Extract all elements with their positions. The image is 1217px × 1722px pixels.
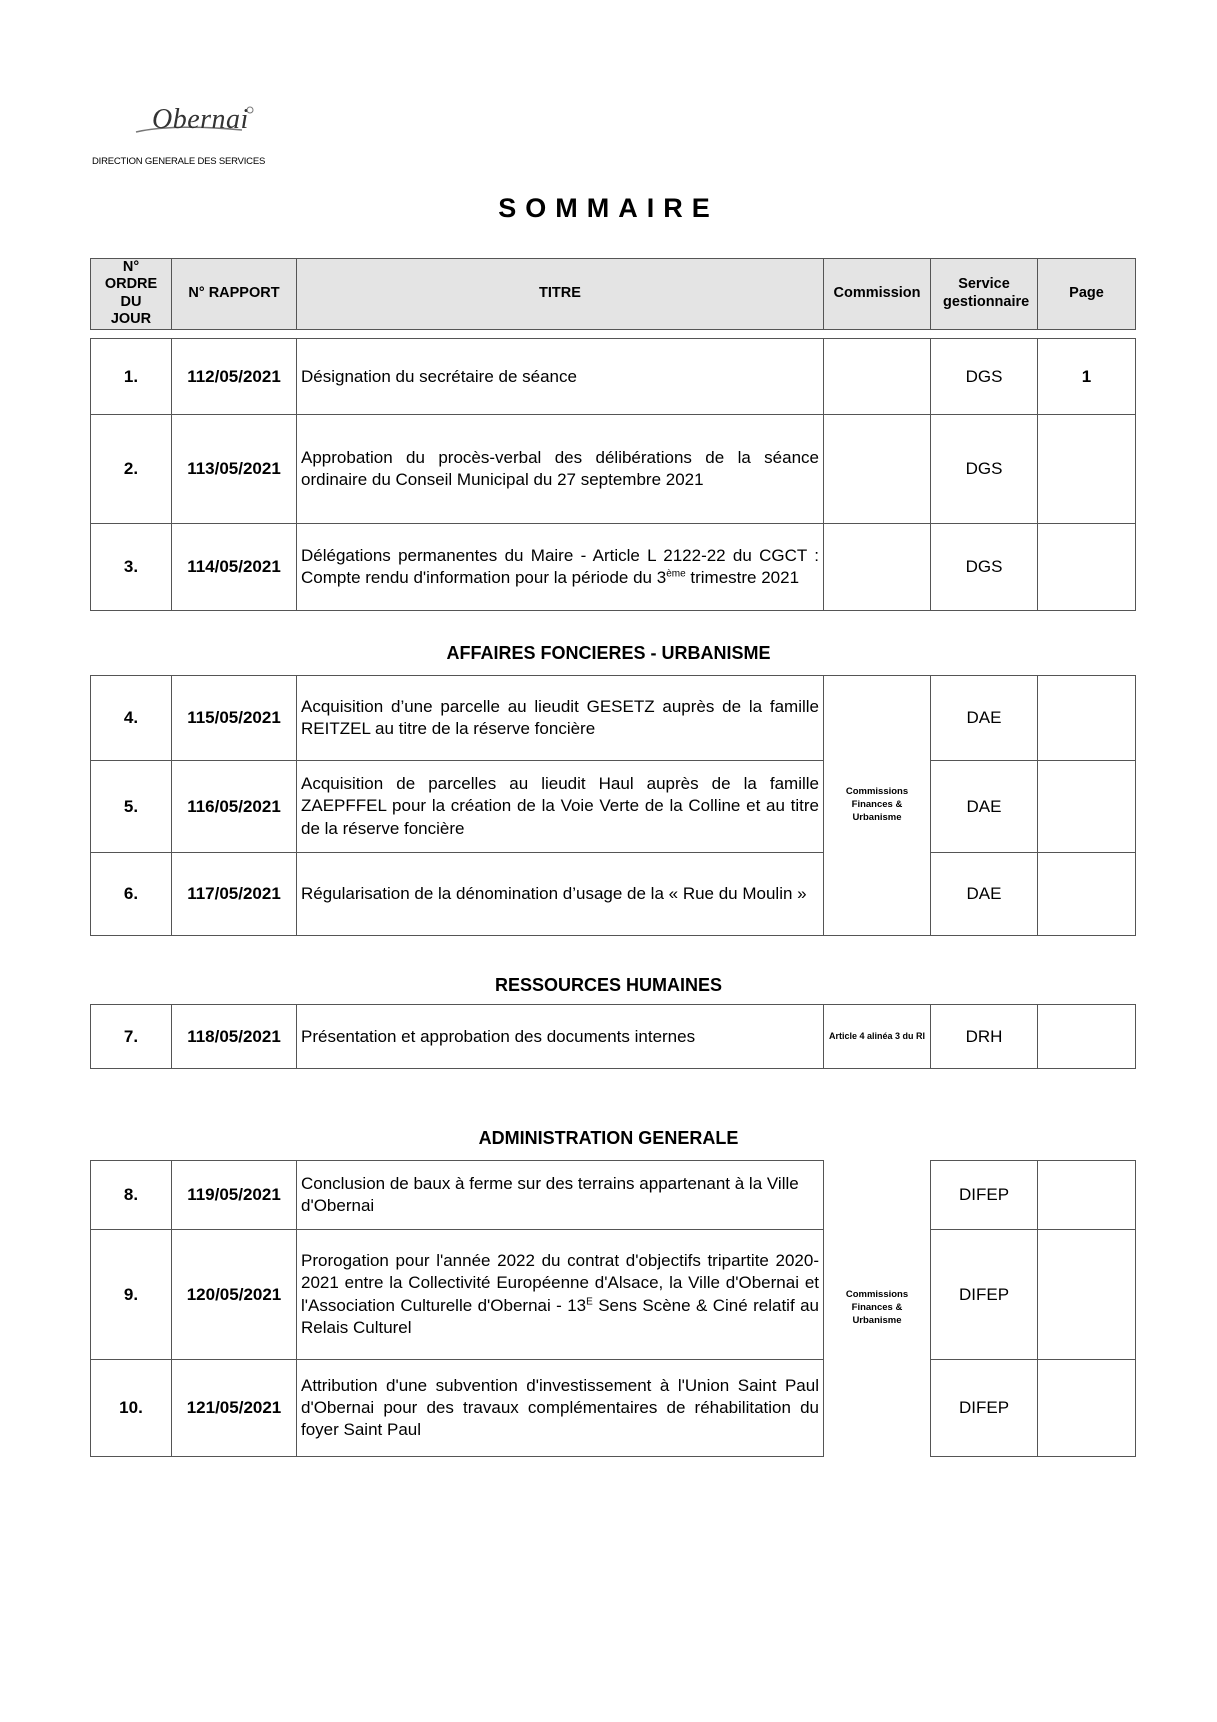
row-page	[1038, 1360, 1136, 1457]
row-page	[1038, 676, 1136, 761]
table-row	[91, 524, 1136, 611]
row-titre: Approbation du procès-verbal des délibérations de la séance ordinaire du Conseil Municipal du 27 septembre 2021	[297, 415, 824, 524]
row-ordre: 1.	[91, 339, 172, 415]
row-page	[1038, 415, 1136, 524]
table-row	[91, 1360, 1136, 1457]
table-row	[91, 1161, 1136, 1230]
row-ordre: 2.	[91, 415, 172, 524]
row-ordre: 8.	[91, 1161, 172, 1230]
section-heading-administration: ADMINISTRATION GENERALE	[478, 1128, 739, 1148]
row-service: DGS	[931, 415, 1038, 524]
col-ordre: N° ORDRE DU JOUR	[91, 259, 172, 330]
table-row	[91, 853, 1136, 936]
row-rapport: 119/05/2021	[172, 1161, 297, 1230]
row-service: DAE	[931, 853, 1038, 936]
row-page	[1038, 1005, 1136, 1069]
row-ordre: 10.	[91, 1360, 172, 1457]
section-heading-foncieres: AFFAIRES FONCIERES - URBANISME	[446, 643, 771, 663]
row-titre-pre: Délégations permanentes du Maire - Article L 2122-22 du CGCT : Compte rendu d'information pour la période du 3	[301, 545, 819, 587]
obernai-logo	[132, 104, 262, 144]
row-rapport: 121/05/2021	[172, 1360, 297, 1457]
row-titre-sup: E	[586, 1295, 593, 1307]
col-titre: TITRE	[297, 259, 824, 330]
row-titre: Désignation du secrétaire de séance	[297, 339, 824, 415]
row-service: DAE	[931, 761, 1038, 853]
row-service: DIFEP	[931, 1360, 1038, 1457]
row-ordre: 3.	[91, 524, 172, 611]
row-rapport: 115/05/2021	[172, 676, 297, 761]
row-page	[1038, 1161, 1136, 1230]
table-row	[91, 1230, 1136, 1360]
row-titre-sup: ème	[666, 568, 686, 580]
table-row	[91, 415, 1136, 524]
col-commission: Commission	[824, 259, 931, 330]
logo-text: Obernai	[152, 104, 249, 135]
row-page	[1038, 853, 1136, 936]
page-title: SOMMAIRE	[498, 193, 719, 223]
col-rapport: N° RAPPORT	[172, 259, 297, 330]
row-titre-pre: Prorogation pour l'année 2022 du contrat d'objectifs tripartite 2020-2021 entre la Collectivité Européenne d'Alsace, la Ville d'Obernai et l'Association Culturelle d'Obernai - 13	[301, 1251, 819, 1315]
row-rapport: 118/05/2021	[172, 1005, 297, 1069]
row-titre-post: trimestre 2021	[685, 568, 800, 587]
row-ordre: 9.	[91, 1230, 172, 1360]
row-commission	[824, 339, 931, 415]
row-rapport: 113/05/2021	[172, 415, 297, 524]
table-group-4	[90, 1160, 1136, 1457]
row-titre	[297, 524, 824, 611]
row-titre: Régularisation de la dénomination d’usage de la « Rue du Moulin »	[297, 853, 824, 936]
row-rapport: 114/05/2021	[172, 524, 297, 611]
row-commission: Commissions Finances & Urbanisme	[824, 1161, 931, 1457]
row-ordre: 6.	[91, 853, 172, 936]
row-titre	[297, 1230, 824, 1360]
table-group-3	[90, 1004, 1136, 1069]
row-titre: Conclusion de baux à ferme sur des terrains appartenant à la Ville d'Obernai	[297, 1161, 824, 1230]
row-rapport: 117/05/2021	[172, 853, 297, 936]
row-rapport: 120/05/2021	[172, 1230, 297, 1360]
row-commission: Article 4 alinéa 3 du RI	[824, 1005, 931, 1069]
row-titre-post: Sens Scène & Ciné relatif au Relais Culturel	[301, 1295, 819, 1337]
row-page	[1038, 761, 1136, 853]
section-heading-rh: RESSOURCES HUMAINES	[494, 975, 723, 995]
row-page	[1038, 524, 1136, 611]
row-service: DIFEP	[931, 1161, 1038, 1230]
row-page: 1	[1038, 339, 1136, 415]
department-label: DIRECTION GENERALE DES SERVICES	[92, 156, 266, 167]
row-rapport: 112/05/2021	[172, 339, 297, 415]
col-page: Page	[1038, 259, 1136, 330]
row-service: DIFEP	[931, 1230, 1038, 1360]
row-titre: Attribution d'une subvention d'investissement à l'Union Saint Paul d'Obernai pour des travaux complémentaires de réhabilitation du foyer Saint Paul	[297, 1360, 824, 1457]
table-row	[91, 339, 1136, 415]
col-service: Service gestionnaire	[931, 259, 1038, 330]
table-group-2	[90, 675, 1136, 936]
row-titre: Acquisition de parcelles au lieudit Haul auprès de la famille ZAEPFFEL pour la création de la Voie Verte de la Colline et au titre de la réserve foncière	[297, 761, 824, 853]
table-row	[91, 761, 1136, 853]
row-commission	[824, 415, 931, 524]
row-service: DAE	[931, 676, 1038, 761]
row-commission	[824, 524, 931, 611]
row-rapport: 116/05/2021	[172, 761, 297, 853]
row-commission: Commissions Finances & Urbanisme	[824, 676, 931, 936]
table-row	[91, 1005, 1136, 1069]
table-group-1	[90, 338, 1136, 611]
row-ordre: 4.	[91, 676, 172, 761]
row-ordre: 7.	[91, 1005, 172, 1069]
row-service: DGS	[931, 339, 1038, 415]
row-service: DGS	[931, 524, 1038, 611]
row-service: DRH	[931, 1005, 1038, 1069]
row-titre: Acquisition d’une parcelle au lieudit GESETZ auprès de la famille REITZEL au titre de la réserve foncière	[297, 676, 824, 761]
row-page	[1038, 1230, 1136, 1360]
row-ordre: 5.	[91, 761, 172, 853]
table-row	[91, 676, 1136, 761]
header-table	[90, 258, 1136, 330]
row-titre: Présentation et approbation des documents internes	[297, 1005, 824, 1069]
